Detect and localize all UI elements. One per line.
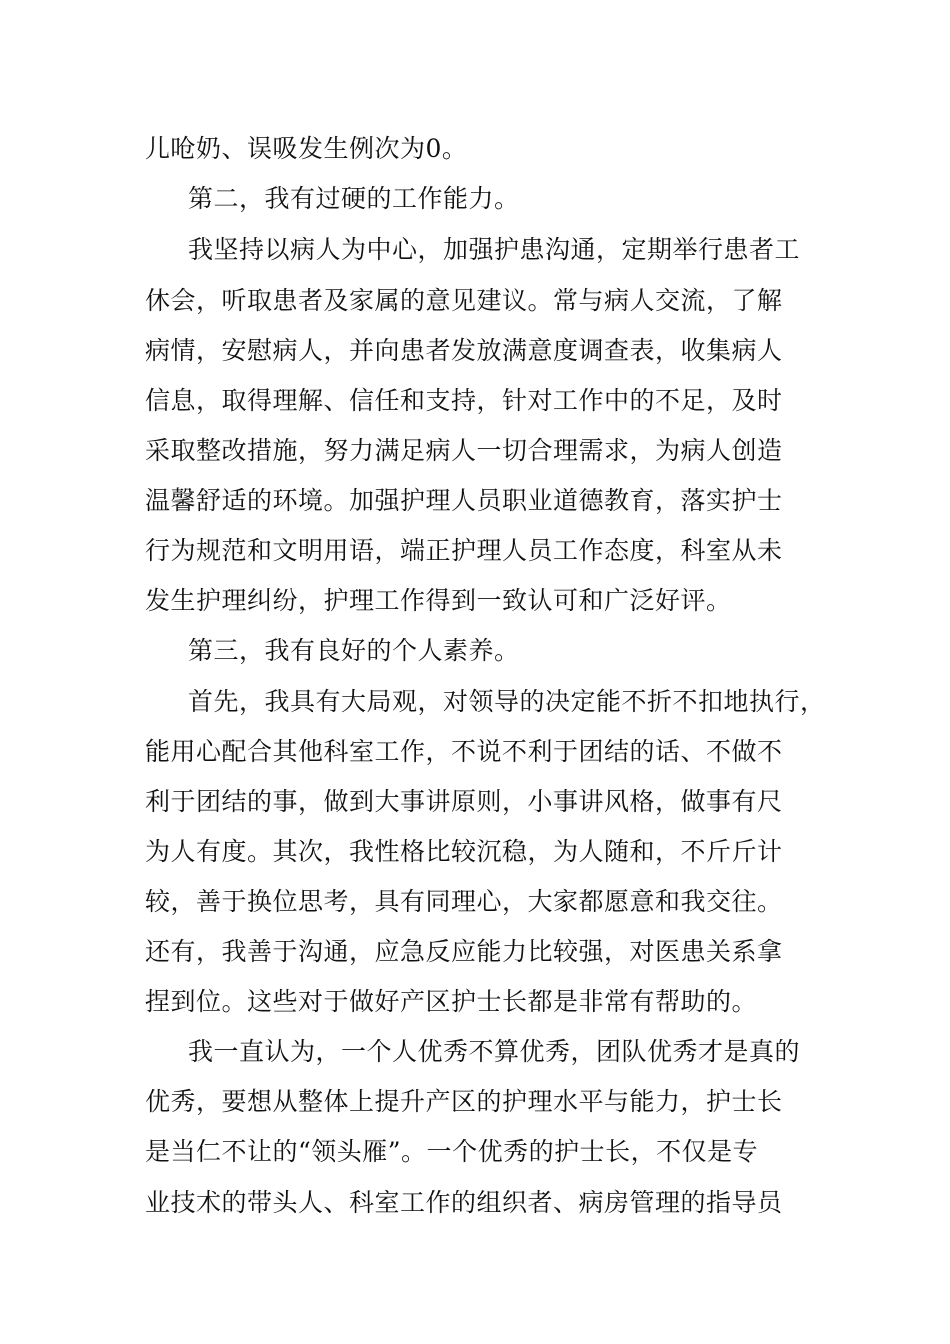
- text-line: 首先，我具有大局观，对领导的决定能不折不扣地执行，: [188, 687, 826, 716]
- text-line: 采取整改措施，努力满足病人一切合理需求，为病人创造: [145, 436, 783, 465]
- text-line: 业技术的带头人、科室工作的组织者、病房管理的指导员: [145, 1188, 783, 1217]
- text-line: 优秀，要想从整体上提升产区的护理水平与能力，护士长: [145, 1087, 783, 1116]
- text-line: 较，善于换位思考，具有同理心，大家都愿意和我交往。: [145, 887, 783, 916]
- text-line: 休会，听取患者及家属的意见建议。常与病人交流，了解: [145, 286, 783, 315]
- text-line: 我一直认为，一个人优秀不算优秀，团队优秀才是真的: [188, 1037, 801, 1066]
- text-line: 能用心配合其他科室工作，不说不利于团结的话、不做不: [145, 737, 783, 766]
- text-line: 发生护理纠纷，护理工作得到一致认可和广泛好评。: [145, 586, 732, 615]
- text-line: 温馨舒适的环境。加强护理人员职业道德教育，落实护士: [145, 486, 783, 515]
- text-line: 病情，安慰病人，并向患者发放满意度调查表，收集病人: [145, 336, 783, 365]
- text-line: 第二，我有过硬的工作能力。: [188, 184, 520, 213]
- text-line: 行为规范和文明用语，端正护理人员工作态度，科室从未: [145, 536, 783, 565]
- text-line: 还有，我善于沟通，应急反应能力比较强，对医患关系拿: [145, 937, 783, 966]
- text-line: 捏到位。这些对于做好产区护士长都是非常有帮助的。: [145, 987, 758, 1016]
- text-line: 儿呛奶、误吸发生例次为0。: [145, 134, 468, 163]
- text-line: 信息，取得理解、信任和支持，针对工作中的不足，及时: [145, 386, 783, 415]
- text-line: 利于团结的事，做到大事讲原则，小事讲风格，做事有尺: [145, 787, 783, 816]
- text-line: 是当仁不让的“领头雁”。一个优秀的护士长，不仅是专: [145, 1137, 759, 1166]
- text-line: 为人有度。其次，我性格比较沉稳，为人随和，不斤斤计: [145, 837, 783, 866]
- text-line: 我坚持以病人为中心，加强护患沟通，定期举行患者工: [188, 235, 801, 264]
- text-line: 第三，我有良好的个人素养。: [188, 636, 520, 665]
